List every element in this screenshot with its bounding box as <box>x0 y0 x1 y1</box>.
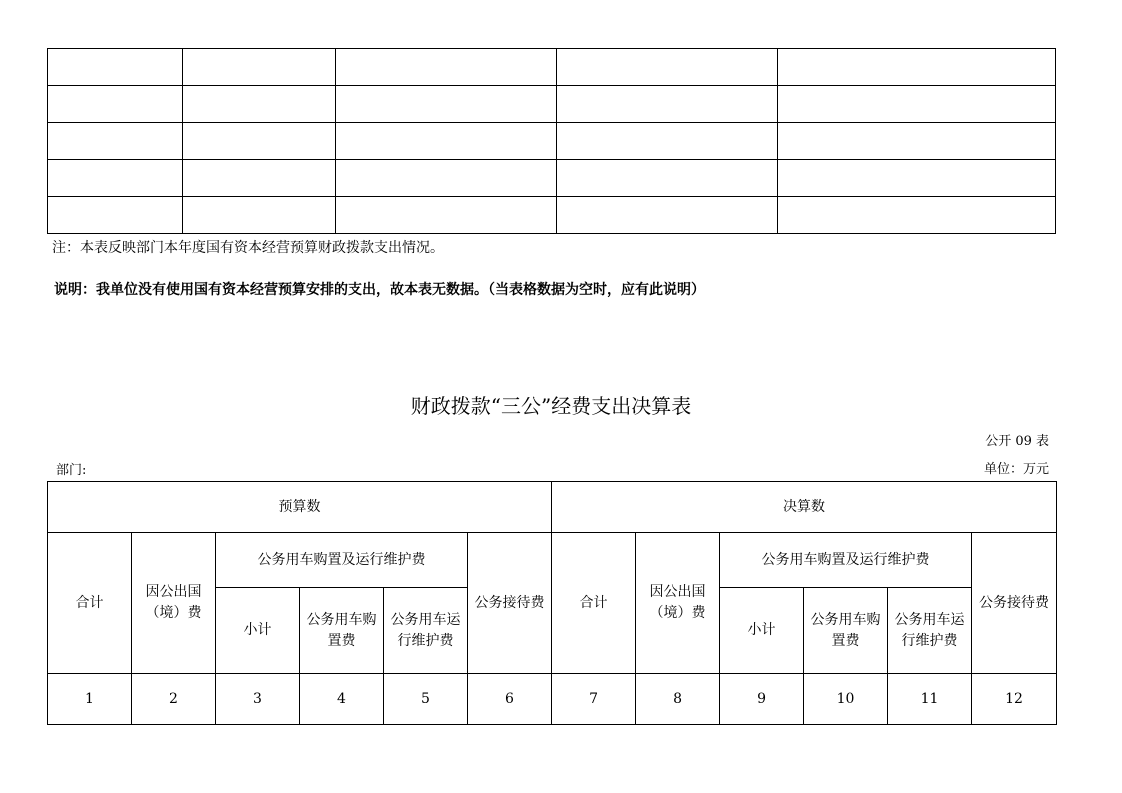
table-cell <box>183 160 336 197</box>
budget-group-header: 预算数 <box>48 482 552 533</box>
final-subtotal-header: 小计 <box>720 588 804 674</box>
budget-subtotal-header: 小计 <box>216 588 300 674</box>
column-number: 9 <box>720 674 804 725</box>
table-cell <box>48 160 183 197</box>
three-public-expenses-table <box>47 481 1057 725</box>
table-cell <box>557 49 778 86</box>
form-number: 公开 09 表 <box>985 434 1049 449</box>
table-cell <box>778 197 1056 234</box>
column-number: 3 <box>216 674 300 725</box>
table-cell <box>48 197 183 234</box>
group-header-row <box>48 482 1057 533</box>
budget-reception-header: 公务接待费 <box>468 533 552 674</box>
table-cell <box>336 197 557 234</box>
table-row <box>48 86 1056 123</box>
final-total-header: 合计 <box>552 533 636 674</box>
final-vehicle-purchase-header: 公务用车购置费 <box>804 588 888 674</box>
final-abroad-header: 因公出国（境）费 <box>636 533 720 674</box>
table-cell <box>48 86 183 123</box>
budget-total-header: 合计 <box>48 533 132 674</box>
table-cell <box>48 123 183 160</box>
department-label: 部门: <box>56 463 87 478</box>
unit-label: 单位：万元 <box>983 462 1049 477</box>
table-cell <box>778 86 1056 123</box>
table-cell <box>183 197 336 234</box>
page-title: 财政拨款“三公”经费支出决算表 <box>410 394 692 418</box>
column-number: 8 <box>636 674 720 725</box>
budget-abroad-header: 因公出国（境）费 <box>132 533 216 674</box>
budget-vehicle-header: 公务用车购置及运行维护费 <box>216 533 468 588</box>
column-number: 2 <box>132 674 216 725</box>
column-number: 12 <box>972 674 1057 725</box>
table-cell <box>557 86 778 123</box>
table-cell <box>183 49 336 86</box>
final-vehicle-header: 公务用车购置及运行维护费 <box>720 533 972 588</box>
column-number: 1 <box>48 674 132 725</box>
table-cell <box>557 197 778 234</box>
final-group-header: 决算数 <box>552 482 1057 533</box>
table-cell <box>336 123 557 160</box>
table-cell <box>557 160 778 197</box>
table-cell <box>336 160 557 197</box>
budget-vehicle-operation-header: 公务用车运行维护费 <box>384 588 468 674</box>
table-cell <box>778 160 1056 197</box>
explanation-text: 说明：我单位没有使用国有资本经营预算安排的支出，故本表无数据。（当表格数据为空时，应有此说明） <box>54 282 705 298</box>
table-cell <box>557 123 778 160</box>
table-note: 注：本表反映部门本年度国有资本经营预算财政拨款支出情况。 <box>52 240 444 256</box>
column-header-row <box>48 533 1057 588</box>
column-number: 4 <box>300 674 384 725</box>
table-row <box>48 49 1056 86</box>
final-vehicle-operation-header: 公务用车运行维护费 <box>888 588 972 674</box>
table-cell <box>183 86 336 123</box>
table-cell <box>183 123 336 160</box>
column-number: 6 <box>468 674 552 725</box>
capital-budget-table <box>47 48 1056 234</box>
table-cell <box>336 86 557 123</box>
table-row <box>48 123 1056 160</box>
table-cell <box>336 49 557 86</box>
table-cell <box>778 49 1056 86</box>
column-number: 7 <box>552 674 636 725</box>
column-number: 11 <box>888 674 972 725</box>
column-number: 5 <box>384 674 468 725</box>
table-row <box>48 197 1056 234</box>
table-cell <box>778 123 1056 160</box>
final-reception-header: 公务接待费 <box>972 533 1057 674</box>
column-number: 10 <box>804 674 888 725</box>
budget-vehicle-purchase-header: 公务用车购置费 <box>300 588 384 674</box>
column-number-row <box>48 674 1057 725</box>
table-row <box>48 160 1056 197</box>
table-cell <box>48 49 183 86</box>
